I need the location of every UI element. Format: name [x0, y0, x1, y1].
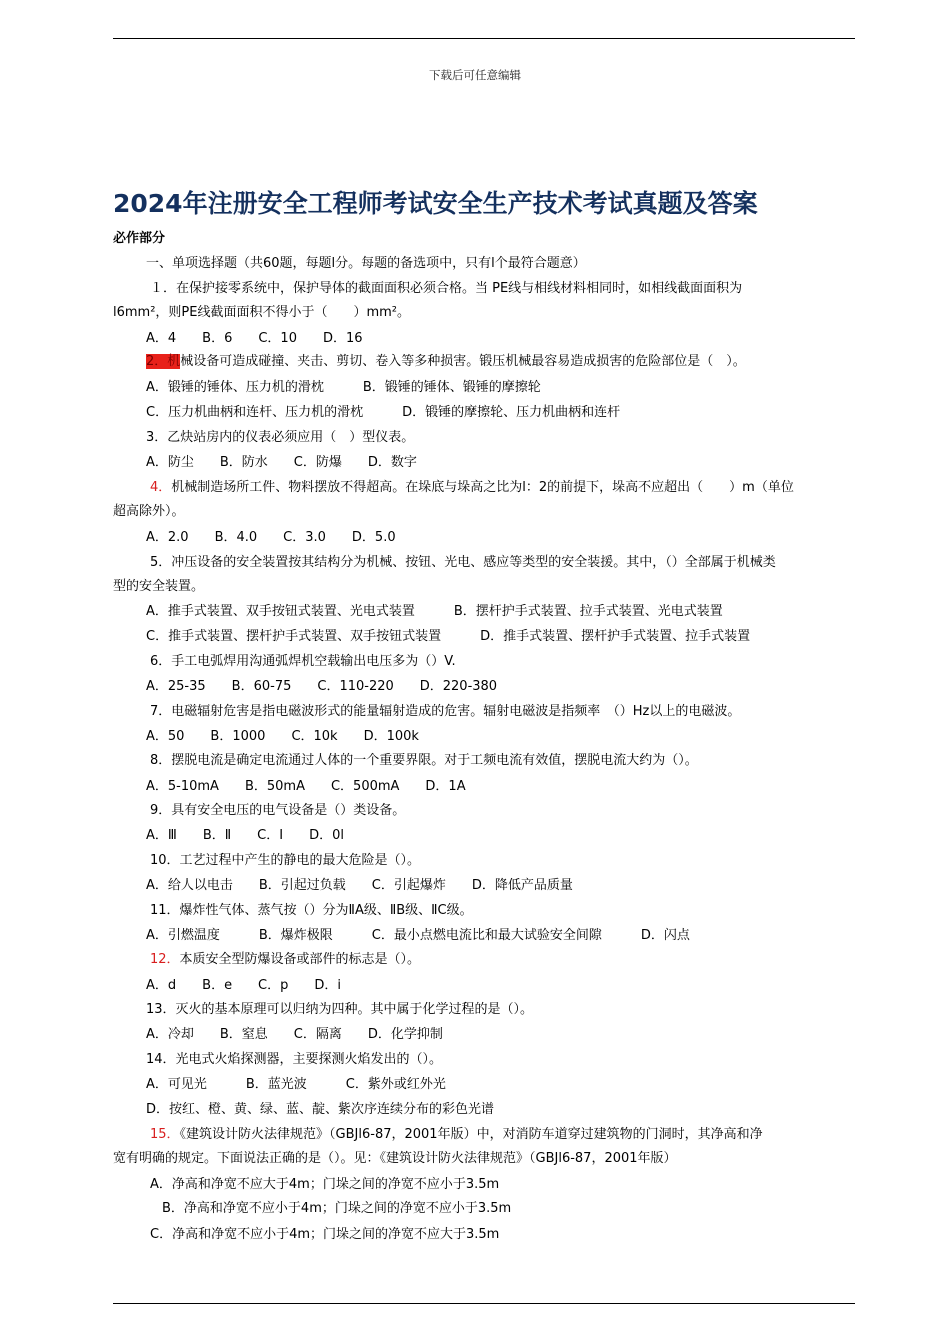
- q2-highlight-char: 机: [167, 354, 181, 369]
- q8-options: A．5-10mA B．50mA C．500mA D．1A: [146, 779, 466, 794]
- header-rule: [113, 38, 855, 39]
- q6-text: 6．手工电弧焊用沟通弧焊机空载输出电压多为（）V.: [150, 654, 456, 669]
- q2-number-highlight: 2．: [146, 354, 168, 369]
- q7-text: 7．电磁辐射危害是指电磁波形式的能量辐射造成的危害。辐射电磁波是指频率 （）Hz以上的电磁波。: [150, 704, 741, 719]
- q4-options: A．2.0 B．4.0 C．3.0 D．5.0: [146, 530, 396, 545]
- q4-number: 4．: [150, 480, 172, 495]
- q3-text: 3．乙炔站房内的仪表必须应用（ ）型仪表。: [146, 430, 415, 445]
- q1-text-cont: l6mm²，则PE线截面面积不得小于（ ）mm²。: [113, 305, 411, 320]
- q5-options-1: A．推手式装置、双手按钮式装置、光电式装置 B．摆杆护手式装置、拉手式装置、光电式装置: [146, 604, 723, 619]
- q2-text: [146, 353, 746, 371]
- q6-options: A．25-35 B．60-75 C．110-220 D．220-380: [146, 679, 498, 694]
- q5-text-cont: 型的安全装置。: [113, 579, 205, 594]
- q4-text-cont: 超高除外）。: [113, 504, 185, 519]
- q11-options: A．引燃温度 B．爆炸极限 C．最小点燃电流比和最大试验安全间隙 D．闪点: [146, 928, 690, 943]
- q10-options: A．给人以电击 B．引起过负载 C．引起爆炸 D．降低产品质量: [146, 878, 573, 893]
- q1-text: １．在保护接零系统中，保护导体的截面面积必须合格。当 PE线与相线材料相同时，如相线截面面积为: [150, 281, 743, 296]
- q12-number: 12．: [150, 952, 180, 967]
- q15-text: [150, 1126, 763, 1144]
- q2-options-1: A．锻锤的锤体、压力机的滑枕 B．锻锤的锤体、锻锤的摩擦轮: [146, 380, 541, 395]
- q12-text: [150, 951, 420, 969]
- q8-text: 8．摆脱电流是确定电流通过人体的一个重要界限。对于工频电流有效值，摆脱电流大约为（）。: [150, 753, 698, 768]
- q9-options: A．Ⅲ B．Ⅱ C．I D．0l: [146, 828, 344, 843]
- page-header: 下载后可任意编辑: [429, 68, 521, 82]
- q13-text: 13．灭火的基本原理可以归纳为四种。其中属于化学过程的是（）。: [146, 1002, 534, 1017]
- q3-options: A．防尘 B．防水 C．防爆 D．数字: [146, 455, 417, 470]
- footer-rule: [113, 1303, 855, 1304]
- q2-text-rest: 械设备可造成碰撞、夹击、剪切、卷入等多种损害。锻压机械最容易造成损害的危险部位是（ ）。: [180, 354, 746, 369]
- document-title: 2024年注册安全工程师考试安全生产技术考试真题及答案: [113, 189, 758, 218]
- q2-options-2: C．压力机曲柄和连杆、压力机的滑枕 D．锻锤的摩擦轮、压力机曲柄和连杆: [146, 405, 621, 420]
- q12-text-rest: 本质安全型防爆设备或部件的标志是（）。: [179, 952, 421, 967]
- q1-options: A．4 B．6 C．10 D．16: [146, 331, 363, 346]
- q5-text: 5．冲压设备的安全装置按其结构分为机械、按钮、光电、感应等类型的安全装援。其中，（）全部属于机械类: [150, 555, 776, 570]
- q15-option-c: C．净高和净宽不应小于4m；门垛之间的净宽不应大于3.5m: [150, 1227, 500, 1242]
- q14-options-2: D．按红、橙、黄、绿、蓝、靛、紫次序连续分布的彩色光谱: [146, 1102, 495, 1117]
- q5-options-2: C．推手式装置、摆杆护手式装置、双手按钮式装置 D．推手式装置、摆杆护手式装置、拉手式装置: [146, 629, 751, 644]
- q15-text-cont: 宽有明确的规定。下面说法正确的是（）。见：《建筑设计防火法律规范》（GBJl6-87，2001年版）: [113, 1151, 677, 1166]
- q12-options: A．d B．e C．p D．i: [146, 978, 342, 993]
- q14-options-1: A．可见光 B．蓝光波 C．紫外或红外光: [146, 1077, 446, 1092]
- q15-text-rest: 《建筑设计防火法律规范》（GBJl6-87，2001年版）中，对消防车道穿过建筑物的门洞时，其净高和净: [179, 1127, 763, 1142]
- q7-options: A．50 B．1000 C．10k D．100k: [146, 729, 419, 744]
- q14-text: 14．光电式火焰探测器，主要探测火焰发出的（）。: [146, 1052, 443, 1067]
- q13-options: A．冷却 B．窒息 C．隔离 D．化学抑制: [146, 1027, 443, 1042]
- q4-text-rest: 机械制造场所工件、物料摆放不得超高。在垛底与垛高之比为l：2的前提下，垛高不应超出（ ）m（单位: [171, 480, 794, 495]
- q15-option-b: B．净高和净宽不应小于4m；门垛之间的净宽不应小于3.5m: [162, 1201, 512, 1216]
- part-heading: 一、单项选择题（共60题，每题l分。每题的备选项中，只有l个最符合题意）: [146, 256, 586, 271]
- q11-text: 11．爆炸性气体、蒸气按（）分为ⅡA级、ⅡB级、ⅡC级。: [150, 903, 473, 918]
- q4-text: [150, 479, 794, 497]
- q9-text: 9．具有安全电压的电气设备是（）类设备。: [150, 803, 406, 818]
- section-label: 必作部分: [113, 231, 166, 246]
- q15-number: 15．: [150, 1127, 180, 1142]
- q15-option-a: A．净高和净宽不应大于4m；门垛之间的净宽不应小于3.5m: [150, 1177, 500, 1192]
- q10-text: 10．工艺过程中产生的静电的最大危险是（）。: [150, 853, 421, 868]
